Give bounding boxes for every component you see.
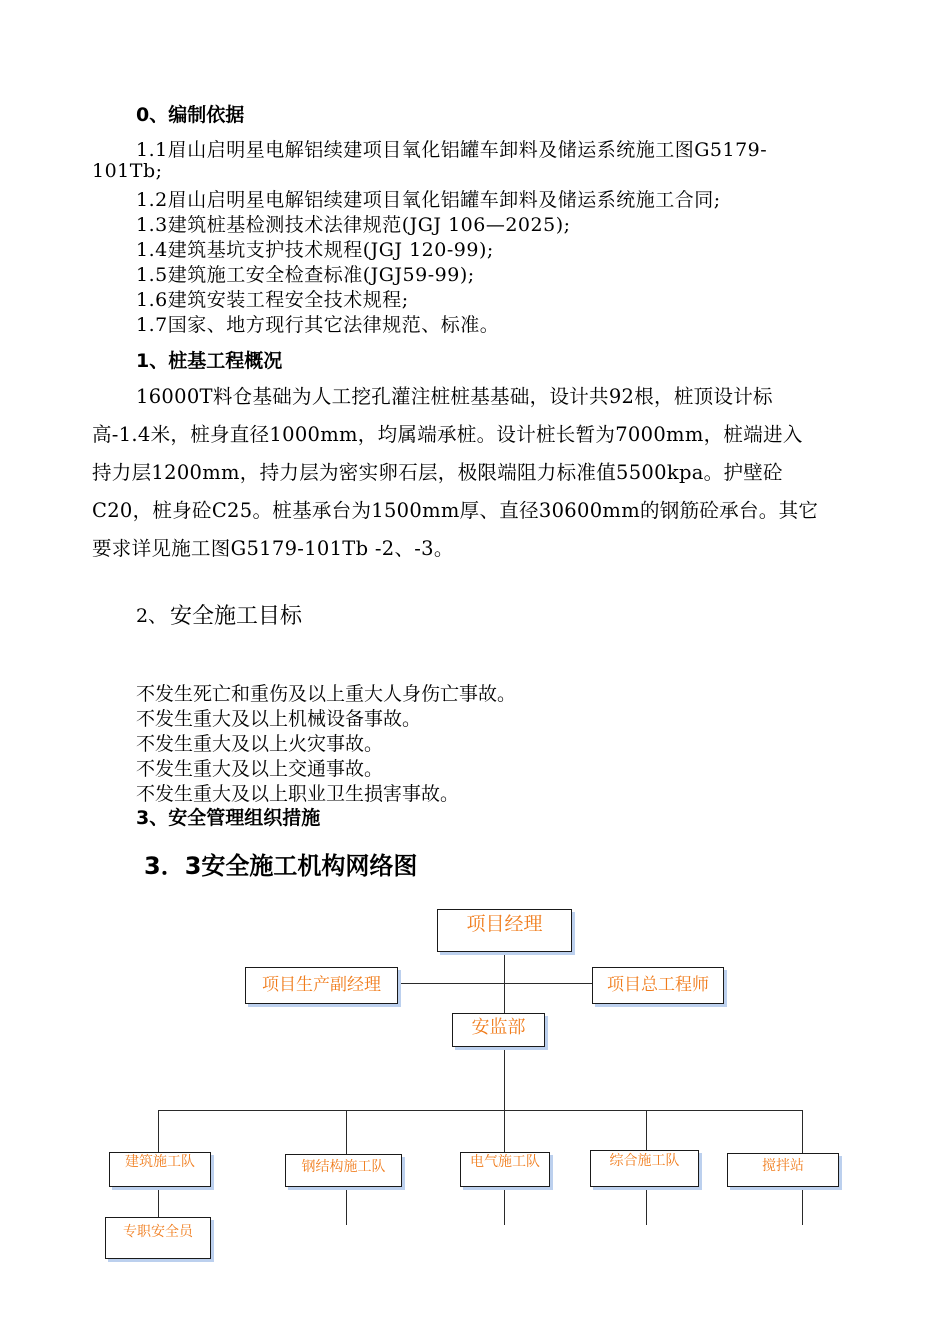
connector-line (504, 1187, 505, 1225)
goal-item: 不发生重大及以上职业卫生损害事故。 (136, 783, 460, 805)
section-3-heading: 3、安全管理组织措施 (136, 807, 321, 829)
paragraph-line: 要求详见施工图G5179-101Tb -2、-3。 (92, 537, 454, 560)
team-box-general: 综合施工队 (590, 1150, 699, 1187)
list-item: 1.2眉山启明星电解铝续建项目氧化铝罐车卸料及储运系统施工合同; (136, 189, 721, 211)
connector-line (346, 1187, 347, 1225)
paragraph-line: C20，桩身砼C25。桩基承台为1500mm厚、直径30600mm的钢筋砼承台。其它 (92, 499, 819, 522)
list-item: 1.1眉山启明星电解铝续建项目氧化铝罐车卸料及储运系统施工图G5179- (136, 139, 768, 161)
goal-item: 不发生重大及以上交通事故。 (136, 758, 384, 780)
project-manager-box: 项目经理 (437, 909, 572, 952)
section-3-subheading: 3．3安全施工机构网络图 (144, 852, 418, 880)
list-item: 1.6建筑安装工程安全技术规程; (136, 289, 409, 311)
connector-line (158, 1187, 159, 1217)
goal-item: 不发生重大及以上机械设备事故。 (136, 708, 422, 730)
connector-line (646, 1187, 647, 1225)
team-box-construction: 建筑施工队 (109, 1152, 211, 1187)
safety-dept-box: 安监部 (452, 1013, 545, 1047)
connector-line (398, 983, 592, 984)
connector-line (504, 1110, 505, 1152)
connector-line (802, 1187, 803, 1225)
team-box-mixing-station: 搅拌站 (727, 1153, 839, 1187)
connector-line (646, 1110, 647, 1150)
paragraph-line: 持力层1200mm，持力层为密实卵石层，极限端阻力标准值5500kpa。护壁砼 (92, 461, 783, 484)
goal-item: 不发生重大及以上火灾事故。 (136, 733, 384, 755)
connector-line (158, 1110, 802, 1111)
list-item: 1.5建筑施工安全检查标准(JGJ59-99); (136, 264, 475, 286)
connector-line (346, 1110, 347, 1154)
section-2-number: 2、 (136, 605, 168, 627)
connector-line (504, 1047, 505, 1110)
section-1-heading: 1、桩基工程概况 (136, 350, 283, 372)
team-box-steel: 钢结构施工队 (285, 1154, 402, 1187)
list-item: 1.7国家、地方现行其它法律规范、标准。 (136, 314, 500, 336)
connector-line (158, 1110, 159, 1152)
paragraph-line: 16000T料仓基础为人工挖孔灌注桩桩基基础，设计共92根，桩顶设计标 (136, 385, 773, 408)
section-0-heading: 0、编制依据 (136, 104, 245, 126)
connector-line (802, 1110, 803, 1153)
section-2-title: 安全施工目标 (170, 604, 303, 629)
safety-officer-box: 专职安全员 (105, 1217, 211, 1259)
paragraph-line: 高-1.4米，桩身直径1000mm，均属端承桩。设计桩长暂为7000mm，桩端进入 (92, 423, 803, 446)
deputy-manager-box: 项目生产副经理 (245, 967, 398, 1004)
team-box-electrical: 电气施工队 (460, 1152, 550, 1187)
goal-item: 不发生死亡和重伤及以上重大人身伤亡事故。 (136, 683, 517, 705)
list-item: 1.3建筑桩基检测技术法律规范(JGJ 106—2025); (136, 214, 571, 236)
list-item: 1.4建筑基坑支护技术规程(JGJ 120-99); (136, 239, 494, 261)
chief-engineer-box: 项目总工程师 (592, 967, 724, 1004)
list-item: 101Tb; (92, 160, 163, 182)
